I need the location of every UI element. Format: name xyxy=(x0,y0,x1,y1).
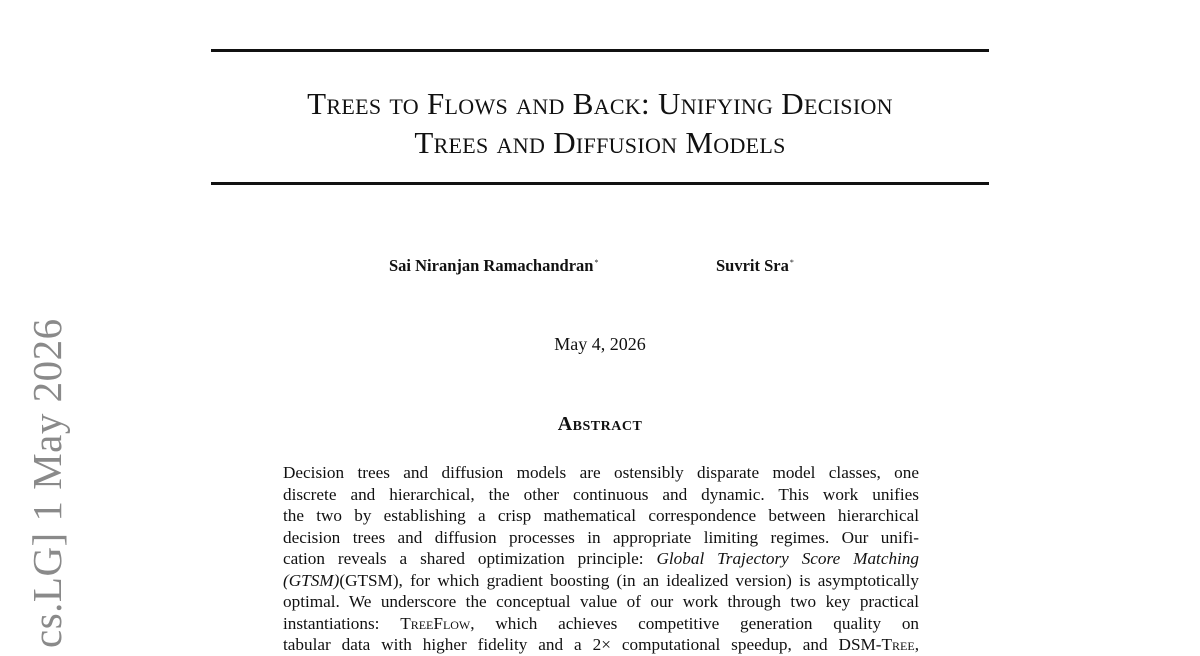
abstract-heading: Abstract xyxy=(557,413,643,435)
gtsm-term: Global Trajectory Score Matching xyxy=(656,549,919,568)
paper-title xyxy=(211,84,989,162)
abstract-line-8 xyxy=(283,613,919,635)
title-bottom-rule xyxy=(211,182,989,185)
author-2-name: Suvrit Sra xyxy=(716,256,789,275)
author-2 xyxy=(716,256,794,276)
author-1-mark: * xyxy=(594,258,599,267)
title-line-1: Trees to Flows and Back: Unifying Decision xyxy=(307,86,893,121)
abstract-line-5 xyxy=(283,548,919,570)
author-2-mark: * xyxy=(789,258,794,267)
abstract-line-9 xyxy=(283,634,919,656)
abstract-line-6 xyxy=(283,570,919,592)
author-1-name: Sai Niranjan Ramachandran xyxy=(389,256,594,275)
gtsm-abbrev: (GTSM) xyxy=(283,570,340,590)
arxiv-identifier-stamp: cs.LG] 1 May 2026 xyxy=(24,318,70,648)
treeflow-tail: , which achieves competitive generation quality on xyxy=(470,613,920,633)
dsm-tree-name: Tree, xyxy=(881,635,919,654)
abstract-line-3: the two by establishing a crisp mathematical correspondence between hierarchical xyxy=(283,506,919,525)
title-top-rule xyxy=(211,49,989,52)
abstract-line-1: Decision trees and diffusion models are ostensibly disparate model classes, one xyxy=(283,463,919,482)
author-1 xyxy=(389,256,598,276)
abstract-line-4: decision trees and diffusion processes in appropriate limiting regimes. Our unifi- xyxy=(283,527,919,547)
treeflow-name: TreeFlow xyxy=(400,613,471,633)
paper-date: May 4, 2026 xyxy=(554,334,646,354)
abstract-line-6-text: (GTSM), for which gradient boosting (in an idealized version) is asymptotically xyxy=(339,570,919,590)
abstract-line-2: discrete and hierarchical, the other continuous and dynamic. This work unifies xyxy=(283,484,919,504)
abstract-line-9-text: tabular data with higher fidelity and a 2× computational speedup, and DSM- xyxy=(283,635,882,654)
abstract-line-7: optimal. We underscore the conceptual value of our work through two key practical xyxy=(283,592,919,611)
abstract-line-5-text: cation reveals a shared optimization principle: xyxy=(283,549,657,568)
abstract-body xyxy=(283,462,919,656)
title-line-2: Trees and Diffusion Models xyxy=(414,125,786,160)
abstract-line-8-text: instantiations: xyxy=(283,613,401,633)
